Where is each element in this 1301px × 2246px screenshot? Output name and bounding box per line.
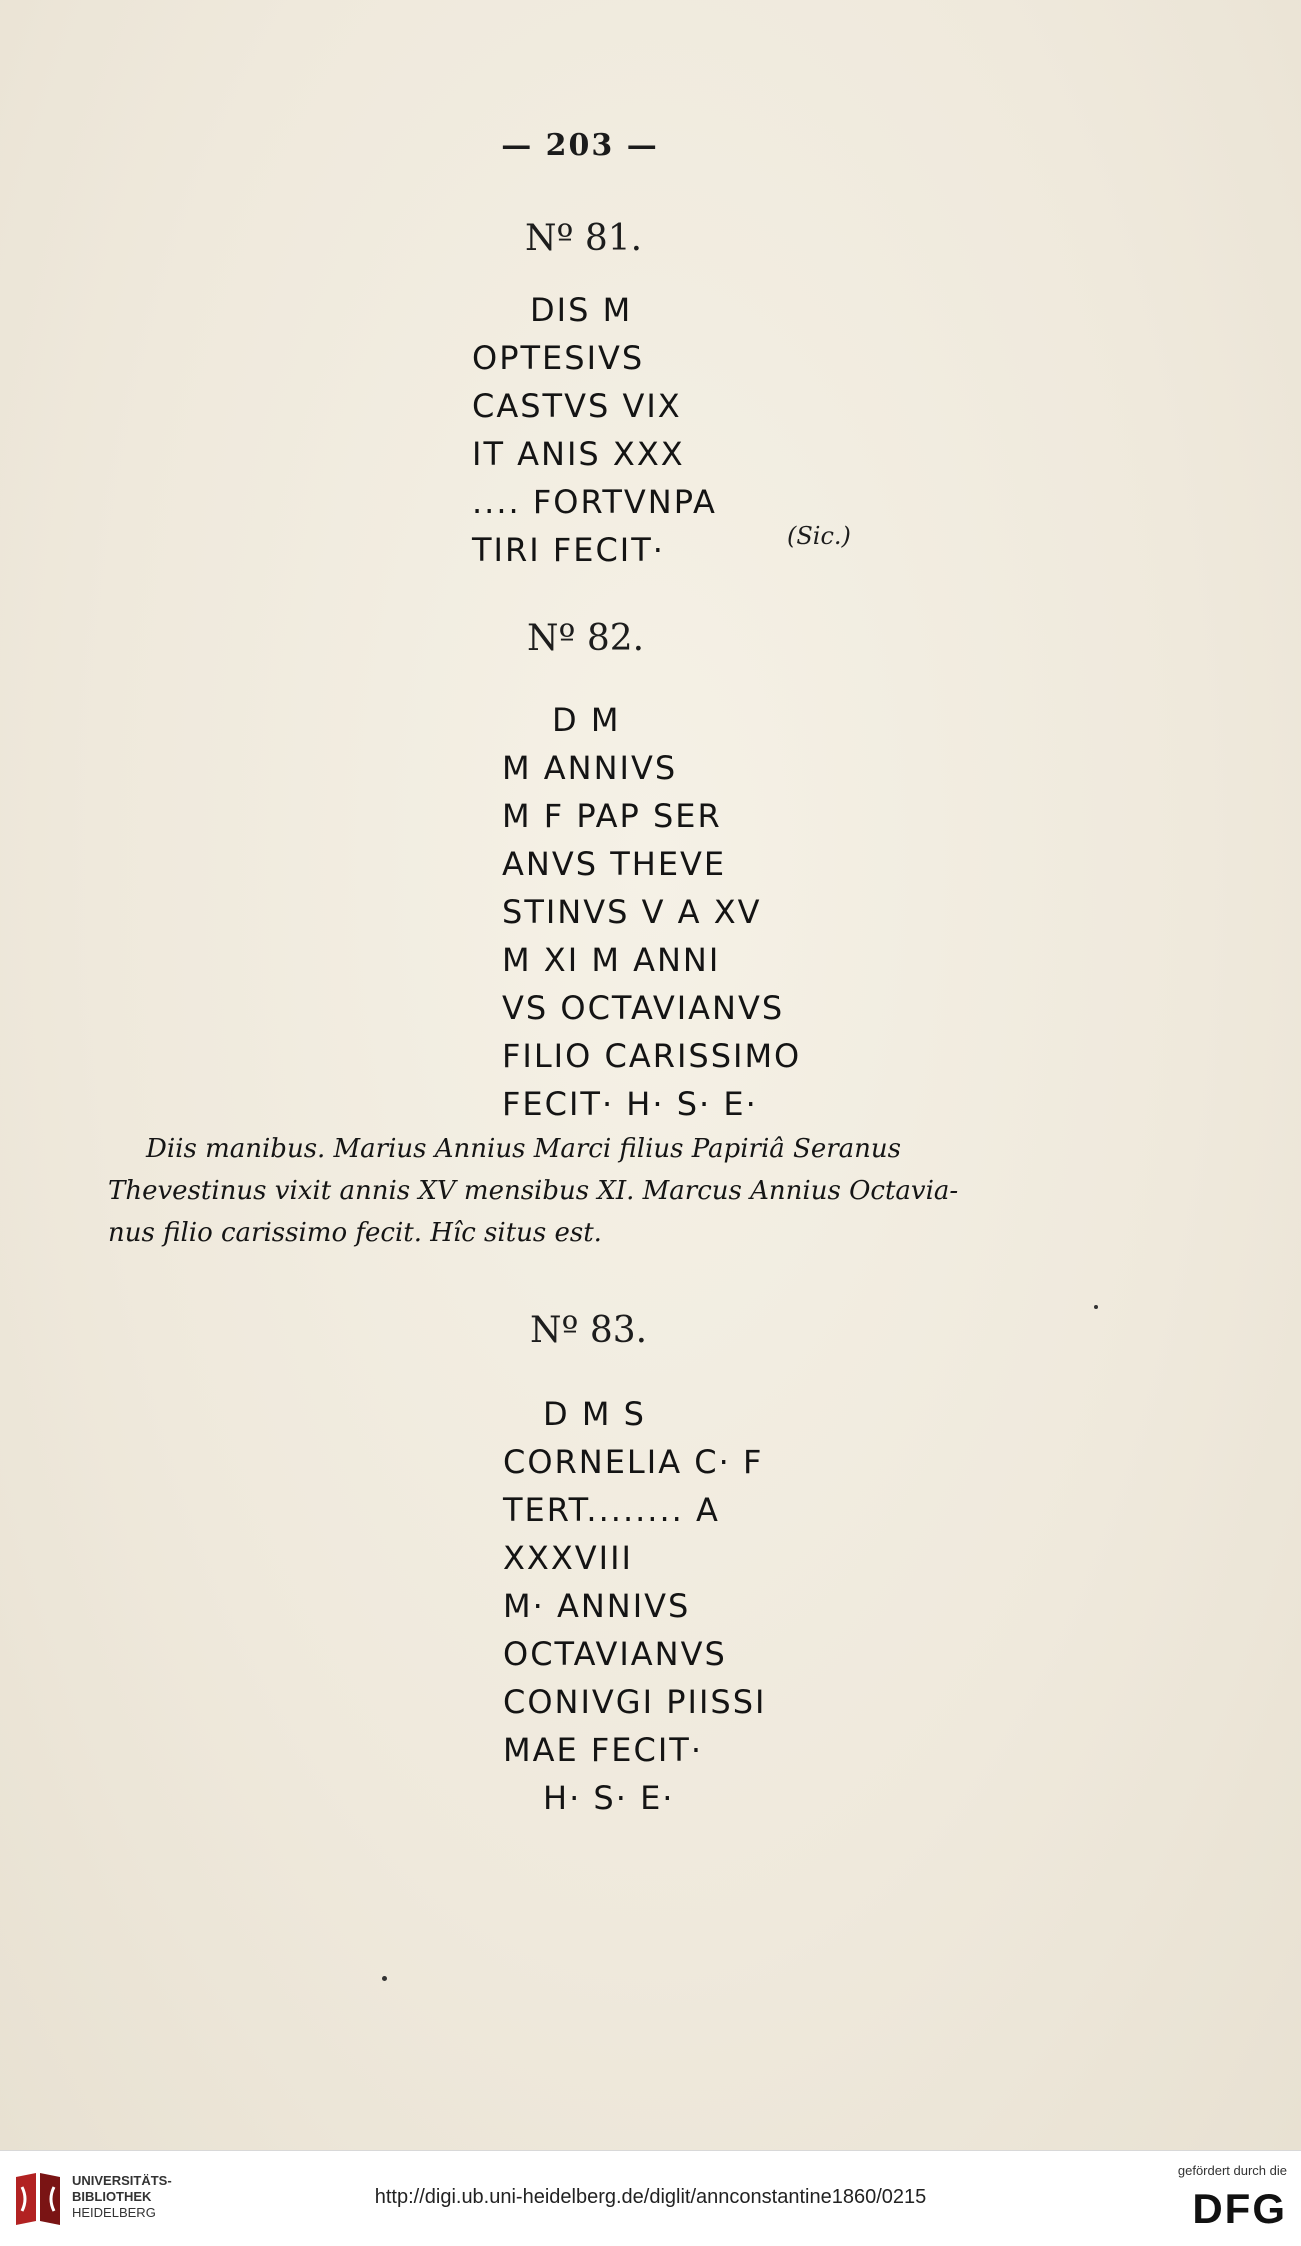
translation-line: nus filio carissimo fecit. Hîc situs est. [108,1218,602,1248]
inscription-line: MAE FECIT· [503,1731,704,1769]
inscription-line: M F PAP SER [502,797,722,835]
institution-line: BIBLIOTHEK [72,2189,152,2204]
page-number: — 203 — [501,128,659,163]
inscription-line: DIS M [530,291,633,329]
inscription-line: M ANNIVS [502,749,678,787]
inscription-line: TIRI FECIT· [472,531,665,569]
inscription-line: XXXVIII [503,1539,633,1577]
entry-82-heading: Nº 82. [527,618,645,659]
entry-83-heading: Nº 83. [530,1310,648,1351]
inscription-line: TERT........ A [503,1491,720,1529]
inscription-line: VS OCTAVIANVS [502,989,785,1027]
entry-82-translation [108,1128,1108,1254]
dfg-logo: DFG [1192,2185,1287,2232]
inscription-line: M XI M ANNI [502,941,721,979]
inscription-line: H· S· E· [543,1779,675,1817]
inscription-line: OPTESIVS [472,339,645,377]
institution-line: UNIVERSITÄTS- [72,2173,172,2188]
inscription-line: CORNELIA C· F [503,1443,764,1481]
sic-note: (Sic.) [787,522,851,550]
inscription-line: FECIT· H· S· E· [502,1085,758,1123]
funded-by-label: gefördert durch die [1177,2163,1287,2178]
inscription-line: D M S [543,1395,646,1433]
inscription-line: D M [552,701,621,739]
footer-bar [0,2150,1301,2246]
inscription-line: OCTAVIANVS [503,1635,727,1673]
paper-speck [1094,1305,1098,1309]
paper-speck [382,1976,387,1981]
inscription-line: CONIVGI PIISSI [503,1683,767,1721]
inscription-line: IT ANIS XXX [472,435,685,473]
entry-81-inscription [472,286,717,574]
inscription-line: .... FORTVNPA [472,483,717,521]
entry-81-heading: Nº 81. [525,218,643,259]
inscription-line: CASTVS VIX [472,387,682,425]
inscription-line: STINVS V A XV [502,893,762,931]
inscription-line: M· ANNIVS [503,1587,691,1625]
institution-line: HEIDELBERG [72,2205,156,2220]
entry-82-inscription [502,696,801,1128]
inscription-line: FILIO CARISSIMO [502,1037,802,1075]
translation-line: Thevestinus vixit annis XV mensibus XI. Marcus Annius Octavia- [108,1176,959,1206]
inscription-line: ANVS THEVE [502,845,727,883]
translation-line: Diis manibus. Marius Annius Marci filius Papiriâ Seranus [146,1134,901,1164]
permalink-url[interactable]: http://digi.ub.uni-heidelberg.de/diglit/annconstantine1860/0215 [374,2186,927,2208]
entry-83-inscription [503,1390,766,1822]
